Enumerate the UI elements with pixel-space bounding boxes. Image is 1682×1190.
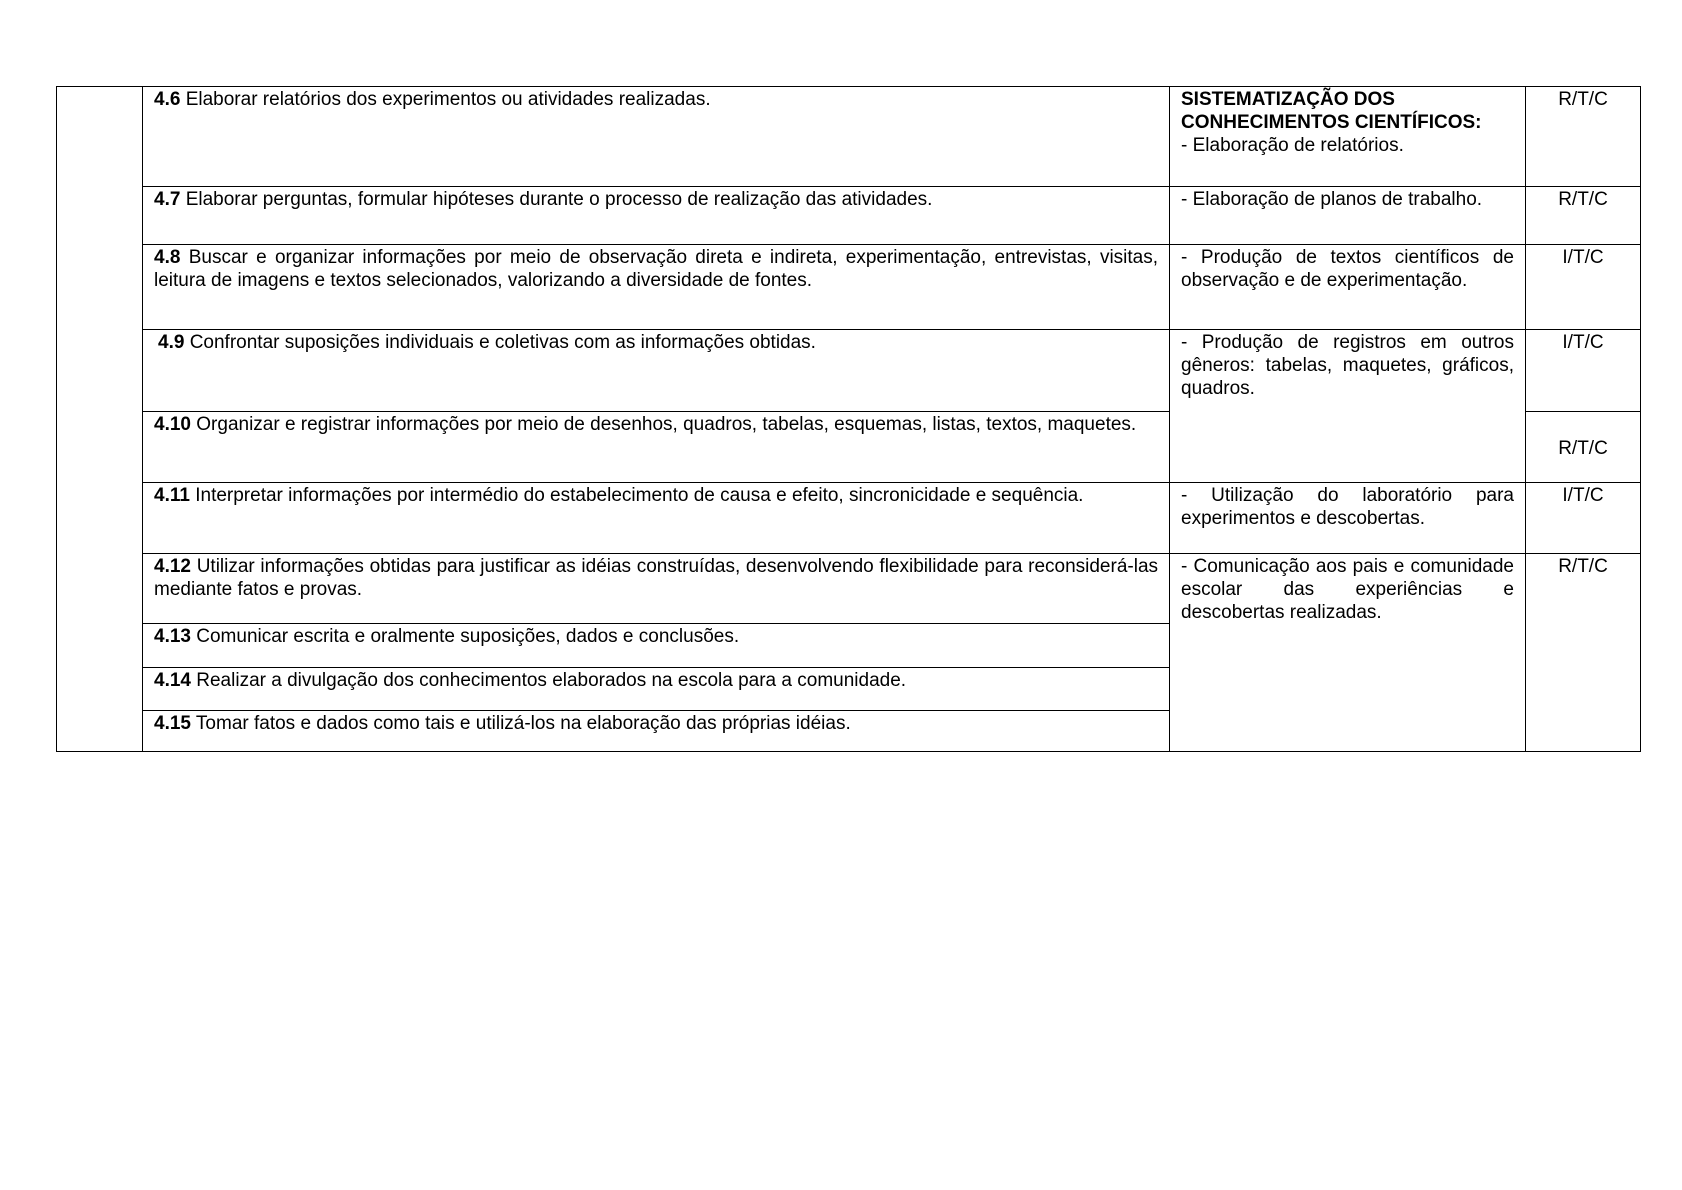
- empty-first-column: [57, 87, 143, 752]
- code-cell: R/T/C: [1526, 87, 1641, 187]
- objective-text: Utilizar informações obtidas para justificar as idéias construídas, desenvolvendo flexibilidade para reconsiderá-las mediante fatos e provas.: [154, 556, 1159, 600]
- content-cell: - Elaboração de planos de trabalho.: [1170, 187, 1526, 245]
- content-cell: - Utilização do laboratório para experimentos e descobertas.: [1170, 483, 1526, 554]
- objective-number: 4.13: [154, 626, 191, 647]
- table-row: [57, 187, 1641, 245]
- content-cell: - Produção de registros em outros gêneros: tabelas, maquetes, gráficos, quadros.: [1170, 330, 1526, 483]
- objective-number: 4.6: [154, 89, 181, 110]
- objective-number: 4.12: [154, 556, 191, 577]
- content-cell: - Produção de textos científicos de observação e de experimentação.: [1170, 245, 1526, 330]
- objective-text: Realizar a divulgação dos conhecimentos elaborados na escola para a comunidade.: [196, 670, 907, 691]
- code-cell: I/T/C: [1526, 330, 1641, 412]
- objective-cell: [143, 711, 1170, 752]
- objective-text: Tomar fatos e dados como tais e utilizá-los na elaboração das próprias idéias.: [195, 713, 851, 734]
- objective-text: Confrontar suposições individuais e coletivas com as informações obtidas.: [189, 332, 816, 353]
- objective-cell: [143, 187, 1170, 245]
- objective-cell: [143, 245, 1170, 330]
- table-row: [57, 330, 1641, 412]
- objective-number: 4.7: [154, 189, 181, 210]
- objective-cell: [143, 624, 1170, 668]
- code-cell: R/T/C: [1526, 412, 1641, 483]
- objective-text: Comunicar escrita e oralmente suposições, dados e conclusões.: [196, 626, 740, 647]
- code-cell: I/T/C: [1526, 245, 1641, 330]
- content-text: - Elaboração de relatórios.: [1181, 135, 1404, 156]
- table-row: [57, 245, 1641, 330]
- objective-cell: [143, 554, 1170, 624]
- objective-cell: [143, 412, 1170, 483]
- objective-text: Organizar e registrar informações por meio de desenhos, quadros, tabelas, esquemas, listas, textos, maquetes.: [196, 414, 1137, 435]
- content-heading: SISTEMATIZAÇÃO DOS CONHECIMENTOS CIENTÍFICOS:: [1181, 89, 1482, 133]
- objective-number: 4.9: [158, 332, 185, 353]
- objective-cell: [143, 330, 1170, 412]
- objective-number: 4.14: [154, 670, 191, 691]
- objective-text: Elaborar relatórios dos experimentos ou atividades realizadas.: [185, 89, 711, 110]
- code-cell: I/T/C: [1526, 483, 1641, 554]
- objective-number: 4.8: [154, 247, 181, 268]
- objective-cell: [143, 483, 1170, 554]
- code-cell: R/T/C: [1526, 187, 1641, 245]
- objective-text: Elaborar perguntas, formular hipóteses durante o processo de realização das atividades.: [185, 189, 933, 210]
- objective-cell: [143, 87, 1170, 187]
- objective-cell: [143, 668, 1170, 711]
- content-cell: - Comunicação aos pais e comunidade escolar das experiências e descobertas realizadas.: [1170, 554, 1526, 752]
- objective-text: Buscar e organizar informações por meio de observação direta e indireta, experimentação, entrevistas, visitas, leitura de imagens e textos selecionados, valorizando a diversidade de fontes.: [154, 247, 1159, 291]
- table-row: [57, 483, 1641, 554]
- table-row: [57, 554, 1641, 624]
- objective-number: 4.10: [154, 414, 191, 435]
- objective-text: Interpretar informações por intermédio do estabelecimento de causa e efeito, sincronicidade e sequência.: [195, 485, 1084, 506]
- table-row: [57, 87, 1641, 187]
- content-cell: [1170, 87, 1526, 187]
- objectives-table: [56, 86, 1641, 752]
- objective-number: 4.11: [154, 485, 190, 506]
- objective-number: 4.15: [154, 713, 191, 734]
- code-cell: R/T/C: [1526, 554, 1641, 752]
